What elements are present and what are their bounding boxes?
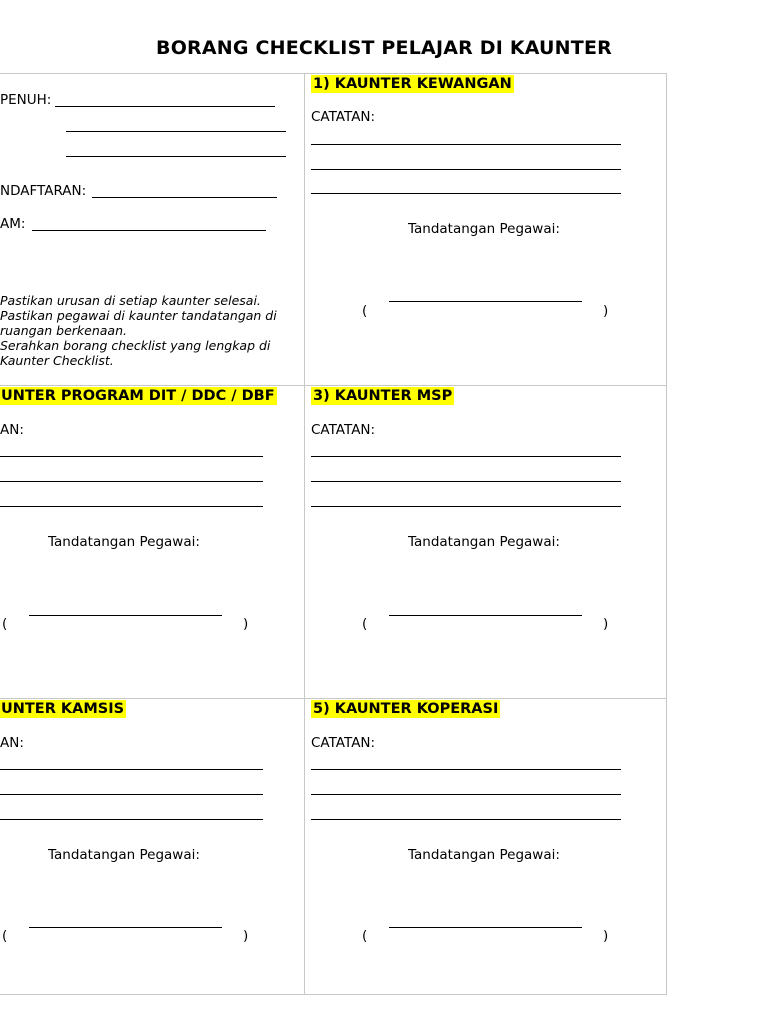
officer-signature-line[interactable] (389, 301, 582, 302)
notes-line-2[interactable] (311, 481, 621, 482)
counter-koperasi-cell (304, 698, 667, 995)
officer-signature-label: Tandatangan Pegawai: (48, 534, 200, 550)
notes-line-1[interactable] (311, 144, 621, 145)
close-paren: ) (243, 616, 249, 632)
full-name-line-1[interactable] (55, 106, 275, 107)
registration-label: NDAFTARAN: (0, 183, 87, 199)
student-info-cell (0, 73, 305, 386)
notes-line-1[interactable] (0, 456, 263, 457)
notes-line-3[interactable] (0, 819, 263, 820)
checklist-table (0, 73, 667, 995)
officer-signature-line[interactable] (29, 615, 222, 616)
open-paren: ( (362, 928, 368, 944)
notes-line-2[interactable] (311, 794, 621, 795)
counter-heading: 5) KAUNTER KOPERASI (313, 701, 499, 717)
program-line[interactable] (32, 230, 266, 231)
notes-line-1[interactable] (311, 456, 621, 457)
counter-kewangan-cell (304, 73, 667, 386)
counter-heading: 1) KAUNTER KEWANGAN (313, 76, 512, 92)
notes-label: AN: (0, 422, 24, 438)
counter-msp-cell (304, 385, 667, 699)
instruction-line: Kaunter Checklist. (0, 353, 114, 368)
officer-signature-line[interactable] (389, 927, 582, 928)
notes-label: AN: (0, 735, 24, 751)
open-paren: ( (362, 616, 368, 632)
instruction-line: Pastikan urusan di setiap kaunter selesai. (0, 293, 261, 308)
program-label: AM: (0, 216, 26, 232)
instruction-line: Serahkan borang checklist yang lengkap di (0, 338, 271, 353)
full-name-line-3[interactable] (66, 156, 286, 157)
instruction-line: ruangan berkenaan. (0, 323, 127, 338)
notes-line-3[interactable] (311, 193, 621, 194)
full-name-line-2[interactable] (66, 131, 286, 132)
officer-signature-label: Tandatangan Pegawai: (408, 221, 560, 237)
instruction-line: Pastikan pegawai di kaunter tandatangan di (0, 308, 277, 323)
officer-signature-label: Tandatangan Pegawai: (408, 534, 560, 550)
open-paren: ( (2, 928, 8, 944)
counter-kamsis-cell (0, 698, 305, 995)
notes-label: CATATAN: (311, 422, 376, 438)
officer-signature-line[interactable] (389, 615, 582, 616)
open-paren: ( (2, 616, 8, 632)
open-paren: ( (362, 303, 368, 319)
officer-signature-line[interactable] (29, 927, 222, 928)
close-paren: ) (603, 616, 609, 632)
notes-label: CATATAN: (311, 735, 376, 751)
notes-line-3[interactable] (311, 506, 621, 507)
instructions (0, 293, 277, 368)
counter-heading: UNTER KAMSIS (1, 701, 125, 717)
full-name-label: PENUH: (0, 92, 52, 108)
notes-line-3[interactable] (0, 506, 263, 507)
notes-line-2[interactable] (0, 794, 263, 795)
officer-signature-label: Tandatangan Pegawai: (48, 847, 200, 863)
notes-line-3[interactable] (311, 819, 621, 820)
counter-heading: 3) KAUNTER MSP (313, 388, 453, 404)
registration-line[interactable] (92, 197, 277, 198)
notes-line-1[interactable] (0, 769, 263, 770)
counter-program-cell (0, 385, 305, 699)
notes-line-2[interactable] (311, 169, 621, 170)
notes-line-2[interactable] (0, 481, 263, 482)
notes-label: CATATAN: (311, 109, 376, 125)
officer-signature-label: Tandatangan Pegawai: (408, 847, 560, 863)
close-paren: ) (603, 928, 609, 944)
counter-heading: UNTER PROGRAM DIT / DDC / DBF (1, 388, 275, 404)
close-paren: ) (243, 928, 249, 944)
close-paren: ) (603, 303, 609, 319)
notes-line-1[interactable] (311, 769, 621, 770)
form-title: BORANG CHECKLIST PELAJAR DI KAUNTER (156, 37, 612, 59)
